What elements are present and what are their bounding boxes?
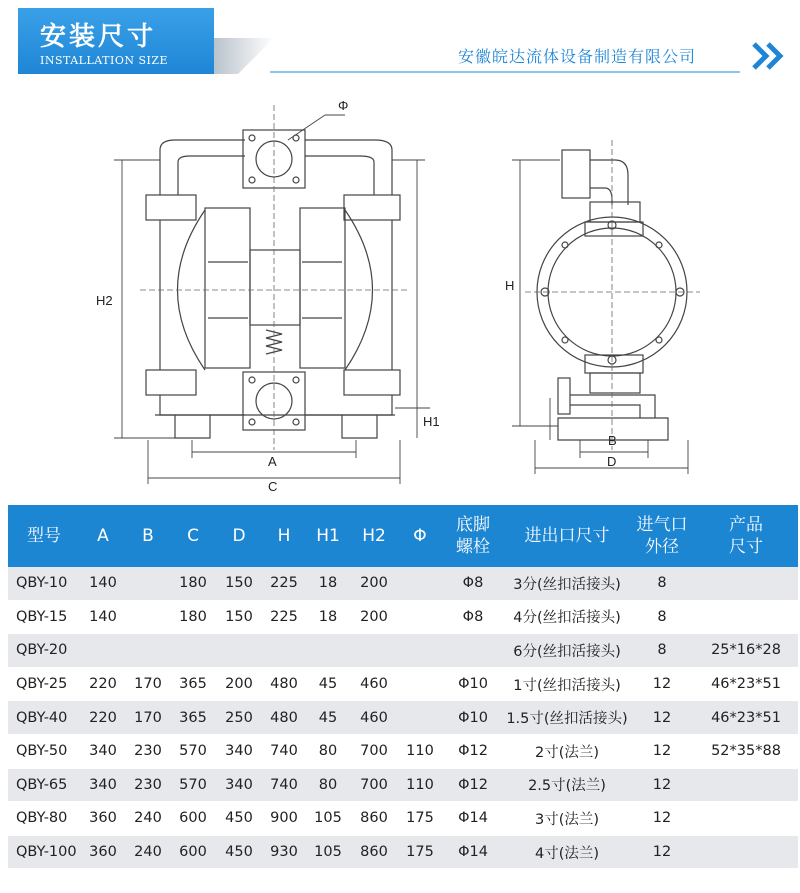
table-cell: 110 — [398, 768, 442, 802]
table-cell: 740 — [262, 734, 306, 768]
table-cell — [126, 634, 170, 668]
table-cell: 340 — [216, 734, 262, 768]
table-cell: 12 — [630, 768, 694, 802]
model-cell: QBY-65 — [8, 768, 80, 802]
table-header-row — [8, 505, 798, 567]
table-cell: 150 — [216, 567, 262, 600]
label-h1: H1 — [423, 414, 440, 429]
section-header — [0, 0, 800, 80]
table-header-cell: B — [126, 505, 170, 567]
table-cell: 140 — [80, 600, 126, 634]
table-cell: 860 — [350, 835, 398, 869]
table-cell: 225 — [262, 600, 306, 634]
table-cell: Φ8 — [442, 567, 504, 600]
side-centerlines — [525, 140, 700, 450]
table-cell — [694, 768, 798, 802]
table-cell: 3分(丝扣活接头) — [504, 567, 630, 600]
title-shadow — [214, 38, 274, 74]
model-cell: QBY-50 — [8, 734, 80, 768]
table-row — [8, 835, 798, 869]
table-cell: 12 — [630, 802, 694, 836]
table-cell: 450 — [216, 835, 262, 869]
front-dimensions — [114, 115, 430, 484]
table-cell: 900 — [262, 802, 306, 836]
table-cell: 170 — [126, 667, 170, 701]
table-row — [8, 734, 798, 768]
table-cell: 52*35*88 — [694, 734, 798, 768]
table-cell: 45 — [306, 701, 350, 735]
table-cell — [126, 600, 170, 634]
table-header-cell: 型号 — [8, 505, 80, 567]
table-cell: 200 — [216, 667, 262, 701]
table-cell: 175 — [398, 802, 442, 836]
section-title: 安装尺寸 — [40, 22, 157, 52]
spec-table — [8, 505, 798, 869]
table-cell: 4分(丝扣活接头) — [504, 600, 630, 634]
model-cell: QBY-20 — [8, 634, 80, 668]
table-cell — [398, 667, 442, 701]
table-cell — [306, 634, 350, 668]
table-row — [8, 701, 798, 735]
table-cell: 105 — [306, 835, 350, 869]
table-cell: Φ10 — [442, 701, 504, 735]
table-cell: 860 — [350, 802, 398, 836]
section-subtitle: INSTALLATION SIZE — [40, 54, 169, 67]
table-cell: Φ8 — [442, 600, 504, 634]
table-cell: 8 — [630, 600, 694, 634]
table-cell: 4寸(法兰) — [504, 835, 630, 869]
table-row — [8, 802, 798, 836]
table-cell: 240 — [126, 835, 170, 869]
table-cell: 180 — [170, 600, 216, 634]
table-cell: 930 — [262, 835, 306, 869]
table-cell: 12 — [630, 701, 694, 735]
label-b: B — [608, 433, 617, 448]
table-cell: 2.5寸(法兰) — [504, 768, 630, 802]
table-row — [8, 634, 798, 668]
table-cell: 18 — [306, 567, 350, 600]
model-cell: QBY-100 — [8, 835, 80, 869]
table-cell: 80 — [306, 734, 350, 768]
model-cell: QBY-25 — [8, 667, 80, 701]
table-cell — [398, 701, 442, 735]
model-cell: QBY-10 — [8, 567, 80, 600]
table-cell: Φ14 — [442, 835, 504, 869]
table-row — [8, 600, 798, 634]
table-cell — [694, 802, 798, 836]
label-a: A — [268, 454, 277, 469]
double-chevron-right-icon — [750, 40, 790, 72]
table-cell: 700 — [350, 768, 398, 802]
table-header-cell: H1 — [306, 505, 350, 567]
table-cell: 45 — [306, 667, 350, 701]
table-cell: 200 — [350, 567, 398, 600]
table-cell: 570 — [170, 768, 216, 802]
table-header-cell: 进出口尺寸 — [504, 505, 630, 567]
table-cell: 450 — [216, 802, 262, 836]
table-cell: 460 — [350, 701, 398, 735]
table-cell — [398, 634, 442, 668]
table-cell: 1寸(丝扣活接头) — [504, 667, 630, 701]
table-cell: 240 — [126, 802, 170, 836]
model-cell: QBY-40 — [8, 701, 80, 735]
table-cell: 220 — [80, 667, 126, 701]
label-h: H — [505, 278, 515, 293]
front-view — [146, 130, 400, 438]
table-cell: Φ14 — [442, 802, 504, 836]
table-cell: 170 — [126, 701, 170, 735]
table-cell — [398, 567, 442, 600]
table-cell: 480 — [262, 701, 306, 735]
table-cell: 12 — [630, 667, 694, 701]
header-divider — [270, 71, 740, 73]
model-cell: QBY-15 — [8, 600, 80, 634]
table-cell: 600 — [170, 835, 216, 869]
table-cell: 360 — [80, 835, 126, 869]
table-cell: 460 — [350, 667, 398, 701]
table-cell: Φ12 — [442, 734, 504, 768]
table-cell — [126, 567, 170, 600]
table-cell: 220 — [80, 701, 126, 735]
table-cell: 8 — [630, 567, 694, 600]
side-dimensions — [512, 160, 688, 474]
table-cell: 570 — [170, 734, 216, 768]
table-cell: 140 — [80, 567, 126, 600]
label-c: C — [268, 479, 278, 494]
table-cell: 12 — [630, 734, 694, 768]
table-cell — [216, 634, 262, 668]
table-cell: 230 — [126, 768, 170, 802]
table-cell: 80 — [306, 768, 350, 802]
table-cell: 46*23*51 — [694, 667, 798, 701]
table-row — [8, 567, 798, 600]
table-header-cell: Φ — [398, 505, 442, 567]
table-cell: 180 — [170, 567, 216, 600]
table-row — [8, 768, 798, 802]
table-cell — [350, 634, 398, 668]
table-cell: 12 — [630, 835, 694, 869]
table-cell — [80, 634, 126, 668]
table-cell: 8 — [630, 634, 694, 668]
table-cell: 1.5寸(丝扣活接头) — [504, 701, 630, 735]
table-header-cell: H — [262, 505, 306, 567]
table-header-cell: 底脚 螺栓 — [442, 505, 504, 567]
table-header-cell: H2 — [350, 505, 398, 567]
table-cell — [442, 634, 504, 668]
table-cell: 250 — [216, 701, 262, 735]
table-header-cell: 产品 尺寸 — [694, 505, 798, 567]
table-cell — [694, 600, 798, 634]
model-cell: QBY-80 — [8, 802, 80, 836]
label-d: D — [607, 454, 617, 469]
table-cell: 110 — [398, 734, 442, 768]
company-name: 安徽皖达流体设备制造有限公司 — [458, 47, 697, 66]
table-cell: 360 — [80, 802, 126, 836]
table-cell: 740 — [262, 768, 306, 802]
table-cell: 340 — [80, 768, 126, 802]
table-cell — [398, 600, 442, 634]
table-cell: 700 — [350, 734, 398, 768]
table-header-cell: D — [216, 505, 262, 567]
table-header-cell: C — [170, 505, 216, 567]
label-phi: Φ — [338, 98, 349, 113]
table-cell: 225 — [262, 567, 306, 600]
table-cell: Φ12 — [442, 768, 504, 802]
table-cell: 175 — [398, 835, 442, 869]
table-header-cell: 进气口 外径 — [630, 505, 694, 567]
table-cell: 340 — [216, 768, 262, 802]
table-cell: 230 — [126, 734, 170, 768]
table-cell: 480 — [262, 667, 306, 701]
table-row — [8, 667, 798, 701]
table-cell: Φ10 — [442, 667, 504, 701]
table-cell: 105 — [306, 802, 350, 836]
table-cell — [694, 835, 798, 869]
table-cell: 365 — [170, 667, 216, 701]
label-h2: H2 — [96, 293, 113, 308]
table-cell: 200 — [350, 600, 398, 634]
table-cell: 150 — [216, 600, 262, 634]
table-cell: 2寸(法兰) — [504, 734, 630, 768]
table-cell — [262, 634, 306, 668]
table-cell: 600 — [170, 802, 216, 836]
table-cell — [694, 567, 798, 600]
table-cell: 340 — [80, 734, 126, 768]
table-cell: 18 — [306, 600, 350, 634]
table-cell — [170, 634, 216, 668]
installation-drawing — [0, 90, 800, 500]
table-cell: 365 — [170, 701, 216, 735]
table-header-cell: A — [80, 505, 126, 567]
table-body — [8, 567, 798, 869]
table-cell: 25*16*28 — [694, 634, 798, 668]
table-cell: 3寸(法兰) — [504, 802, 630, 836]
table-cell: 6分(丝扣活接头) — [504, 634, 630, 668]
table-cell: 46*23*51 — [694, 701, 798, 735]
